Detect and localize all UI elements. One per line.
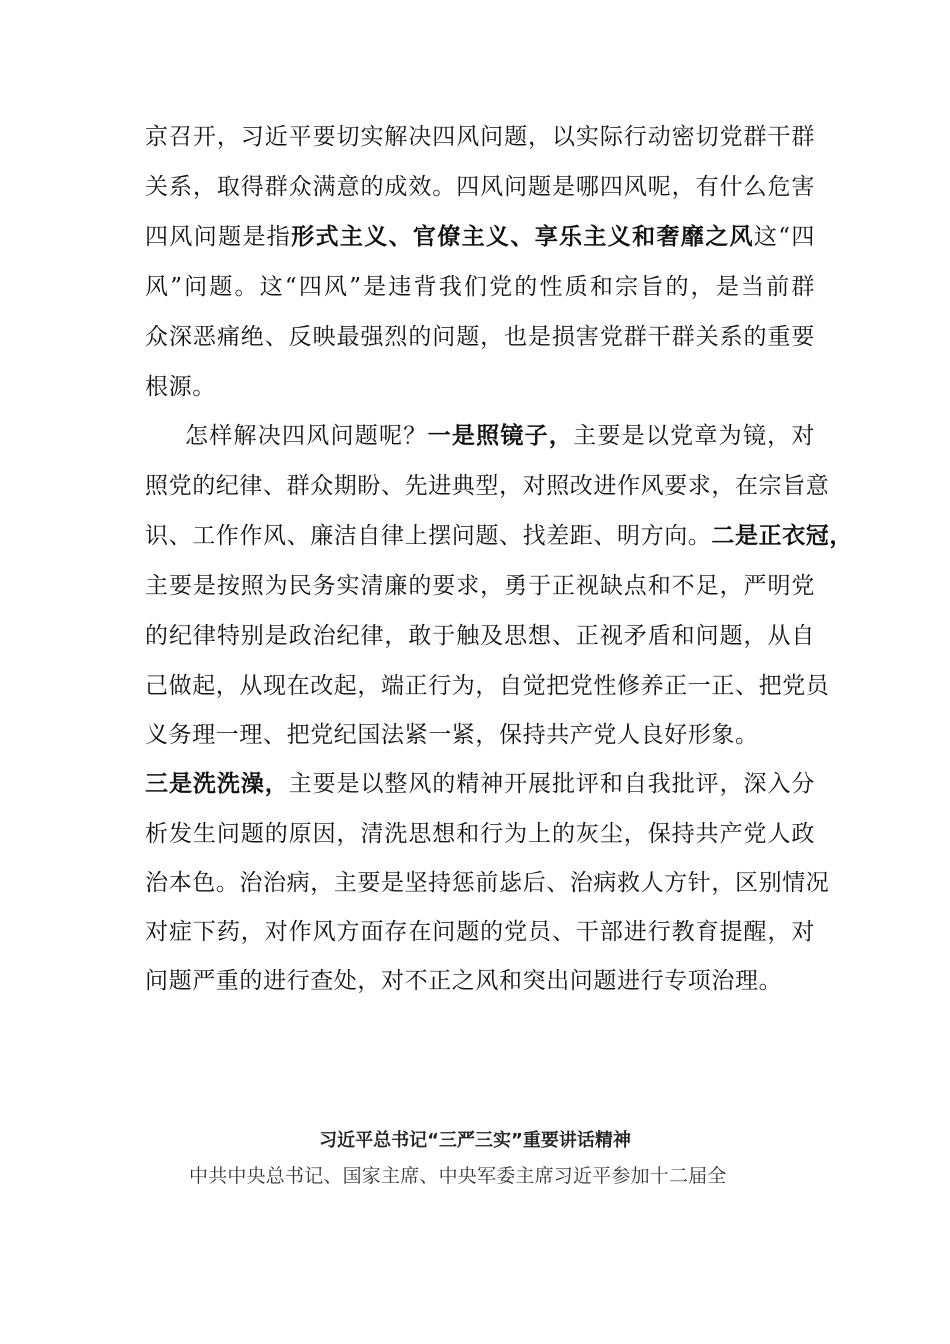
section-first-line: 中共中央总书记、国家主席、中央军委主席习近平参加十二届全 <box>189 1165 727 1187</box>
paragraph-1-line-3-text-a: 四风问题是指 <box>145 224 292 250</box>
bathe-emphasis: 三是洗洗澡， <box>145 770 289 797</box>
paragraph-1-line-3-text-b: 这“四 <box>753 224 815 250</box>
paragraph-2-line-2: 照党的纪律、群众期盼、先进典型，对照改进作风要求，在宗旨意 <box>145 473 830 499</box>
paragraph-3-line-4: 对症下药，对作风方面存在问题的党员、干部进行教育提醒，对 <box>145 919 815 945</box>
dress-emphasis: 二是正衣冠， <box>711 522 854 549</box>
paragraph-1-line-6: 根源。 <box>145 374 216 400</box>
paragraph-2-line-3 <box>145 511 854 561</box>
paragraph-3-line-1-text-b: 主要是以整风的精神开展批评和自我批评，深入分 <box>288 771 816 797</box>
paragraph-1-line-5: 众深恶痛绝、反映最强烈的问题，也是损害党群干群关系的重要 <box>145 324 815 350</box>
paragraph-2-line-1-text-b: 主要是以党章为镜，对 <box>573 423 816 449</box>
paragraph-1-line-3 <box>145 212 815 262</box>
paragraph-2-line-1 <box>185 411 815 461</box>
paragraph-3-line-2: 析发生问题的原因，清洗思想和行为上的灰尘，保持共产党人政 <box>145 821 815 847</box>
paragraph-2-line-3-text-a: 识、工作作风、廉洁自律上摆问题、找差距、明方向。 <box>145 523 712 549</box>
paragraph-2-line-6: 己做起，从现在改起，端正行为，自觉把党性修养正一正、把党员 <box>145 673 830 699</box>
paragraph-3-line-1 <box>145 759 815 809</box>
paragraph-1-line-4: 风”问题。这“四风”是违背我们党的性质和宗旨的，是当前群 <box>145 274 815 300</box>
paragraph-2-line-1-text-a: 怎样解决四风问题呢？ <box>185 423 428 449</box>
section-heading: 习近平总书记“三严三实”重要讲话精神 <box>319 1130 631 1151</box>
paragraph-3-line-5: 问题严重的进行查处，对不正之风和突出问题进行专项治理。 <box>145 968 783 994</box>
paragraph-1-line-2: 关系，取得群众满意的成效。四风问题是哪四风呢，有什么危害 <box>145 174 815 200</box>
paragraph-1-line-1: 京召开，习近平要切实解决四风问题，以实际行动密切党群干群 <box>145 124 815 150</box>
paragraph-2-line-4: 主要是按照为民务实清廉的要求，勇于正视缺点和不足，严明党 <box>145 573 815 599</box>
paragraph-2-line-7: 义务理一理、把党纪国法紧一紧，保持共产党人良好形象。 <box>145 722 759 748</box>
four-styles-emphasis: 形式主义、官僚主义、享乐主义和奢靡之风 <box>291 223 754 250</box>
paragraph-2-line-5: 的纪律特别是政治纪律，敢于触及思想、正视矛盾和问题，从自 <box>145 623 815 649</box>
mirror-emphasis: 一是照镜子， <box>427 422 574 449</box>
paragraph-3-line-3: 治本色。治治病，主要是坚持惩前毖后、治病救人方针，区别情况 <box>145 870 830 896</box>
